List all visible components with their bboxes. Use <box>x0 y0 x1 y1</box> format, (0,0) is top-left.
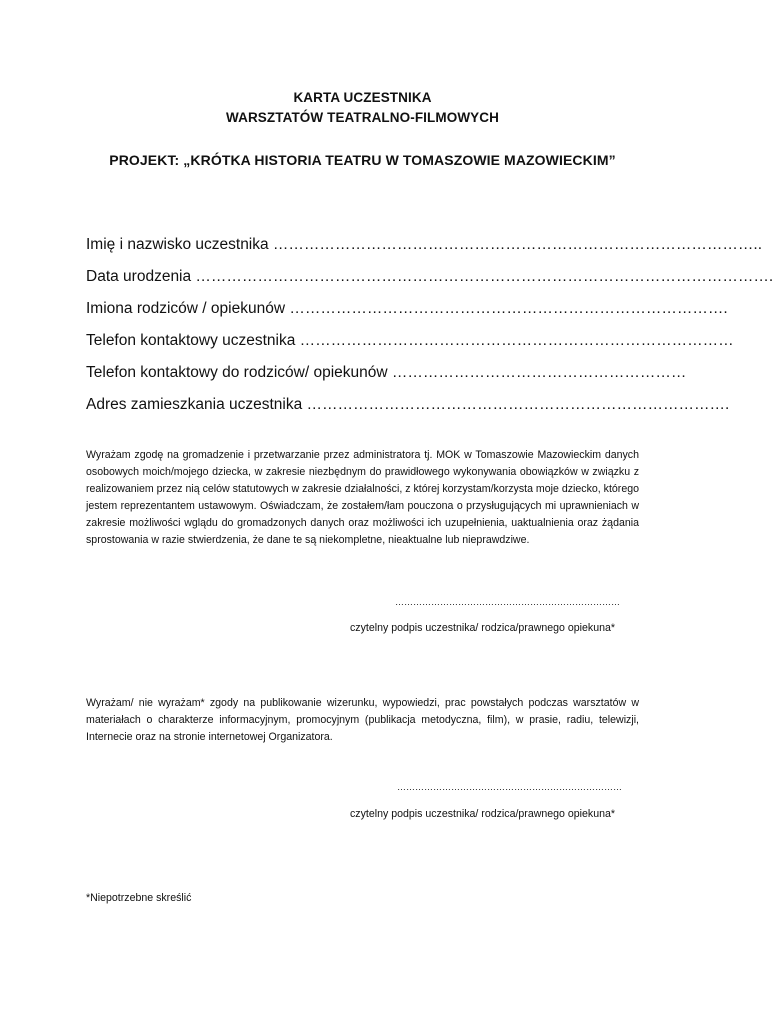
field-participant-phone[interactable]: Telefon kontaktowy uczestnika ………………………………………………………………………… <box>86 332 734 349</box>
form-subtitle: WARSZTATÓW TEATRALNO-FILMOWYCH <box>226 110 499 125</box>
signature-label-2: czytelny podpis uczestnika/ rodzica/prawnego opiekuna* <box>350 808 615 820</box>
field-address[interactable]: Adres zamieszkania uczestnika ………………………………………………………………………. <box>86 396 730 413</box>
image-publication-consent: Wyrażam/ nie wyrażam* zgody na publikowanie wizerunku, wypowiedzi, prac powstałych podczas warsztatów w materiałach o charakterze informacyjnym, promocyjnym (publikacja metodyczna, film), w prasie, radiu, telewizji, Internecie oraz na stronie internetowej Organizatora. <box>86 697 639 743</box>
signature-line-1[interactable]: ………………………………………………………………… <box>395 597 620 607</box>
project-title: PROJEKT: „KRÓTKA HISTORIA TEATRU W TOMASZOWIE MAZOWIECKIM” <box>109 152 616 168</box>
form-title: KARTA UCZESTNIKA <box>293 90 432 105</box>
field-parent-phone[interactable]: Telefon kontaktowy do rodziców/ opiekunów ………………………………………………… <box>86 364 687 381</box>
footnote: *Niepotrzebne skreślić <box>86 892 192 904</box>
data-processing-consent: Wyrażam zgodę na gromadzenie i przetwarzanie przez administratora tj. MOK w Tomaszowie Mazowieckim danych osobowych moich/mojego dziecka, w zakresie niezbędnym do prawidłowego wykonywania obowiązków w związku z realizowaniem przez nią celów statutowych w zakresie działalności, z której korzystam/korzysta moje dziecko, którego jestem reprezentantem ustawowym. Oświadczam, że zostałem/łam pouczona o przysługujących mi uprawnieniach w zakresie możliwości wglądu do gromadzonych danych oraz możliwości ich uzupełnienia, uaktualnienia oraz żądania sprostowania w razie stwierdzenia, że dane te są niekompletne, nieaktualne lub nieprawdziwe. <box>86 449 639 546</box>
field-birth-date[interactable]: Data urodzenia …………………………………………………………………………………………………. <box>86 268 773 285</box>
field-parent-names[interactable]: Imiona rodziców / opiekunów …………………………………………………………………………. <box>86 300 728 317</box>
signature-label-1: czytelny podpis uczestnika/ rodzica/prawnego opiekuna* <box>350 622 615 634</box>
signature-line-2[interactable]: ………………………………………………………………… <box>397 782 622 792</box>
field-participant-name[interactable]: Imię i nazwisko uczestnika ………………………………………………………………………………….. <box>86 236 763 253</box>
